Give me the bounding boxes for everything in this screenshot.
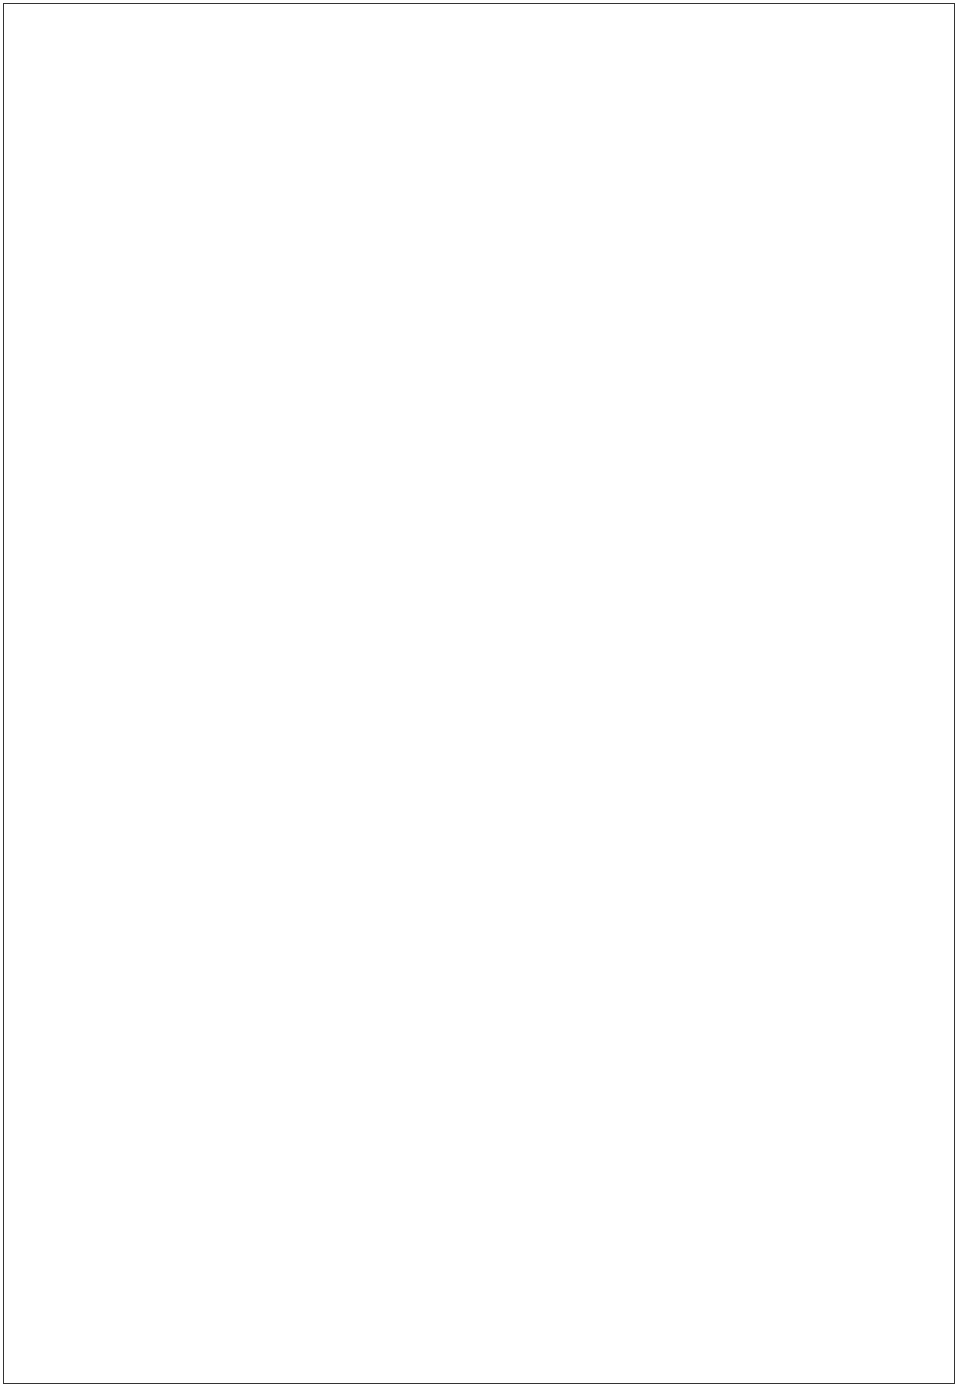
text-body xyxy=(4,4,954,1383)
page-number xyxy=(824,1326,854,1350)
document-page xyxy=(3,3,955,1384)
